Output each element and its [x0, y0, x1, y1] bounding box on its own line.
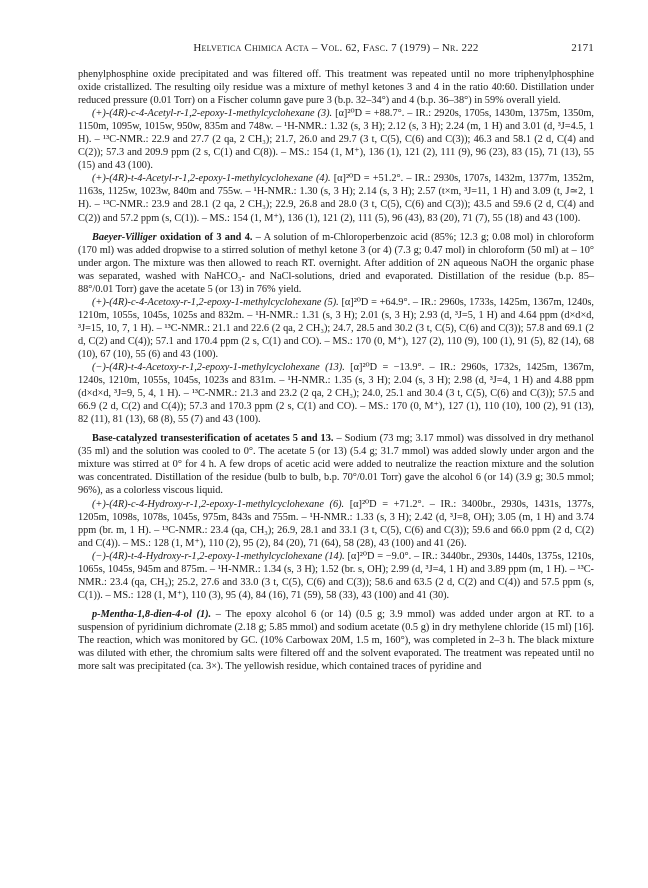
compound-name: (−)-(4R)-t-4-Hydroxy-r-1,2-epoxy-1-methylcyclohexane (14).	[92, 550, 345, 562]
paragraph-wittig-workup: phenylphosphine oxide precipitated and was filtered off. This treatment was repeated until no more triphenylphosphine oxide cristallized. The resulting oily residue was a mixture of methyl ketones 3 and 4 in the ratio 40:60. Distillation under reduced pressure (0.01 Torr) on a Fischer column gave pure 3 (b.p. 32–34°) and 4 (b.p. 36–38°) in 59% overall yield.	[78, 69, 594, 107]
section-heading: Base-catalyzed transesterification of acetates 5 and 13.	[92, 433, 334, 445]
paragraph-compound-13: (−)-(4R)-t-4-Acetoxy-r-1,2-epoxy-1-methylcyclohexane (13). [α]²⁰D = −13.9°. – IR.: 2960s, 1732s, 1425m, 1367m, 1240s, 1210m, 1055s, 1045s, 1023s and 831m. – ¹H-NMR.: 1.35 (s, 3 H); 2.04 (s, 3 H); 2.98 (d, ³J=4, 1 H) and 4.88 ppm (d×d×d, ³J=9, 5, 4, 1 H). – ¹³C-NMR.: 21.3 and 23.2 (2 qa, 2 CH₃); 24.0, 25.1 and 30.4 (3 t, C(5), C(6) and C(3)); 57.5 and 66.9 (2 d, C(2) and C(4)); 57.3 and 170.3 ppm (2 s, C(1) and CO). – MS.: 170 (0, M⁺), 127 (1), 110 (10), 100 (2), 91 (13), 82 (11), 81 (13), 68 (8), 55 (7) and 43 (100).	[78, 362, 594, 426]
section-heading-rest: oxidation of 3 and 4.	[156, 231, 253, 243]
compound-name: (+)-(4R)-c-4-Acetoxy-r-1,2-epoxy-1-methylcyclohexane (5).	[92, 296, 339, 308]
paragraph-baeyer-villiger: Baeyer-Villiger oxidation of 3 and 4. – A solution of m-Chloroperbenzoic acid (85%; 12.3 g; 0.08 mol) in chloroform (170 ml) was added dropwise to a stirred solution of methyl ketone 3 (or 4) (7.3 g; 0.47 mol) in chloroform (50 ml) at – 10° under argon. The mixture was then allowed to reach RT. overnight. After addition of 2N aqueous NaOH the organic phase was separated, washed with NaHCO₃- and NaCl-solutions, dried and evaporated. Distillation of the residue (b.p. 85–88°/0.01 Torr) gave the acetate 5 (or 13) in 76% yield.	[78, 231, 594, 295]
page-number: 2171	[571, 42, 594, 54]
paragraph-compound-6: (+)-(4R)-c-4-Hydroxy-r-1,2-epoxy-1-methylcyclohexane (6). [α]²⁰D = +71.2°. – IR.: 3400br., 2930s, 1431s, 1377s, 1205m, 1098s, 1078s, 1045s, 975m, 843s and 755m. – ¹H-NMR.: 1.33 (s, 3 H); 2.42 (d, ³J=8, OH); 3.05 (m, 1 H) and 3.74 ppm (br. m, 1 H). – ¹³C-NMR.: 23.4 (qa, CH₃); 26.9, 28.1 and 33.1 (3 t, C(5), C(6) and C(3)); 59.6 and 66.0 ppm (2 d, C(2) and C(4)). – MS.: 128 (1, M⁺), 110 (2), 95 (2), 84 (20), 71 (64), 58 (28), 43 (100) and 41 (26).	[78, 498, 594, 549]
running-header	[78, 42, 594, 58]
compound-name: (+)-(4R)-c-4-Hydroxy-r-1,2-epoxy-1-methylcyclohexane (6).	[92, 498, 345, 510]
paragraph-compound-3: (+)-(4R)-c-4-Acetyl-r-1,2-epoxy-1-methylcyclohexane (3). [α]²⁰D = +88.7°. – IR.: 2920s, 1705s, 1430m, 1375m, 1350m, 1150m, 1095w, 1015w, 950w, 835m and 748w. – ¹H-NMR.: 1.32 (s, 3 H); 2.12 (s, 3 H); 2.24 (m, 1 H) and 3.01 (d, ³J=4.5, 1 H). – ¹³C-NMR.: 22.9 and 27.7 (2 qa, 2 CH₃); 21.7, 26.0 and 29.7 (3 t, C(5), C(6) and C(3)); 46.3 and 58.1 (2 d, C(4) and C(2)); 57.3 and 209.9 ppm (2 s, C(1) and C(8)). – MS.: 154 (1, M⁺), 136 (1), 121 (2), 111 (9), 96 (23), 83 (15), 71 (13), 55 (15) and 43 (100).	[78, 108, 594, 172]
paragraph-compound-14: (−)-(4R)-t-4-Hydroxy-r-1,2-epoxy-1-methylcyclohexane (14). [α]²⁰D = −9.0°. – IR.: 3440br., 2930s, 1440s, 1375s, 1210s, 1065s, 1045s, 945m and 875m. – ¹H-NMR.: 1.34 (s, 3 H); 1.52 (br. s, OH); 2.99 (d, ³J=4, 1 H) and 3.89 ppm (m, 1 H). – ¹³C-NMR.: 23.4 (qa, CH₃); 25.2, 27.6 and 33.0 (3 t, C(5), C(6) and C(3)); 58.6 and 63.5 (2 d, C(2) and C(4)) and 57.5 ppm (s, C(1)). – MS.: 128 (1, M⁺), 110 (3), 95 (4), 84 (16), 71 (59), 58 (33), 43 (100) and 41 (30).	[78, 550, 595, 601]
compound-name: (+)-(4R)-t-4-Acetyl-r-1,2-epoxy-1-methylcyclohexane (4).	[92, 173, 331, 185]
journal-title: Helvetica Chimica Acta – Vol. 62, Fasc. 7 (1979) – Nr. 222	[193, 42, 479, 54]
paragraph-transesterification: Base-catalyzed transesterification of acetates 5 and 13. – Sodium (73 mg; 3.17 mmol) was dissolved in dry methanol (35 ml) and the solution was cooled to 0°. The acetate 5 (or 13) (5.4 g; 31.7 mmol) was added slowly under argon and the mixture was stirred at 0° for 4 h. A few drops of acetic acid were added to neutralize the reaction mixture and the solution was concentrated. Distillation of the residue (bulb to bulb, b.p. 70°/0.01 Torr) gave the alcohol 6 (or 14) (3.9 g; 30.5 mmol; 96%), as a colorless viscous liquid.	[78, 433, 594, 497]
compound-name: (+)-(4R)-c-4-Acetyl-r-1,2-epoxy-1-methylcyclohexane (3).	[92, 108, 333, 120]
compound-name: (−)-(4R)-t-4-Acetoxy-r-1,2-epoxy-1-methylcyclohexane (13).	[92, 362, 345, 374]
article-body	[78, 68, 594, 673]
paragraph-mentha-dienol: p-Mentha-1,8-dien-4-ol (1). – The epoxy alcohol 6 (or 14) (0.5 g; 3.9 mmol) was added under argon at RT. to a suspension of pyridinium dichromate (2.18 g; 5.85 mmol) and sodium acetate (0.5 g) in dry methylene chloride (15 ml) [16]. The reaction, which was monitored by GC. (10% Carbowax 20M, 1.5 m, 160°), was completed in 2–3 h. The black mixture was diluted with ether, the chromium salts were filtered off and the solvent evaporated. The treatment was repeated until no more salt was precipitated (ca. 3×). The yellowish residue, which contained traces of pyridine and	[78, 608, 594, 673]
paragraph-compound-5: (+)-(4R)-c-4-Acetoxy-r-1,2-epoxy-1-methylcyclohexane (5). [α]²⁰D = +64.9°. – IR.: 2960s, 1733s, 1425m, 1367m, 1240s, 1210m, 1055s, 1045s, 1025s and 832m. – ¹H-NMR.: 1.31 (s, 3 H); 2.01 (s, 3 H); 2.93 (d, ³J=5, 1 H) and 4.64 ppm (d×d×d, ³J=15, 10, 7, 1 H). – ¹³C-NMR.: 21.1 and 22.6 (2 qa, 2 CH₃); 24.7, 28.5 and 30.2 (3 t, C(5), C(6) and C(3)); 57.8 and 69.1 (2 d, C(2) and C(4)); 57.1 and 170.4 ppm (2 s, C(1) and CO). – MS.: 170 (0, M⁺), 127 (2), 110 (9), 100 (1), 91 (5), 82 (14), 68 (10), 67 (10), 55 (6) and 43 (100).	[78, 296, 595, 360]
paragraph-compound-4: (+)-(4R)-t-4-Acetyl-r-1,2-epoxy-1-methylcyclohexane (4). [α]²⁰D = +51.2°. – IR.: 2930s, 1707s, 1432m, 1377m, 1352m, 1163s, 1125w, 1023w, 840m and 755w. – ¹H-NMR.: 1.30 (s, 3 H); 2.14 (s, 3 H); 2.57 (t×m, ³J=11, 1 H) and 3.09 (t, J≃2, 1 H). – ¹³C-NMR.: 23.9 and 28.1 (2 qa, 2 CH₃); 22.9, 26.8 and 28.0 (3 t, C(5), C(6) and C(3)); 43.5 and 59.6 (2 d, C(4) and C(2)) and 57.2 ppm (s, C(1)). – MS.: 154 (1, M⁺), 136 (1), 121 (2), 111 (5), 96 (43), 83 (20), 71 (7), 55 (18) and 43 (100).	[78, 173, 595, 224]
section-heading: Baeyer-Villiger	[92, 231, 157, 243]
section-heading: p-Mentha-1,8-dien-4-ol (1).	[92, 608, 212, 620]
